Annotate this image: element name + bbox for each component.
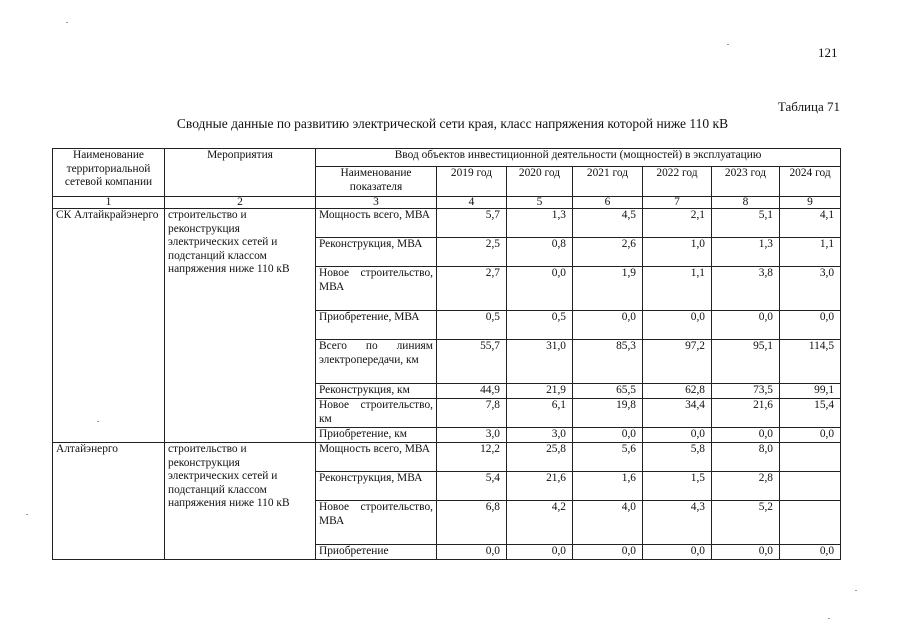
value-cell: 62,8 — [643, 384, 712, 399]
value-cell: 44,9 — [437, 384, 507, 399]
table-label: Таблица 71 — [777, 99, 840, 114]
value-cell: 2,1 — [643, 209, 712, 238]
value-cell: 0,0 — [712, 545, 780, 560]
value-cell: 1,3 — [507, 209, 573, 238]
summary-table — [52, 148, 841, 560]
value-cell: 0,0 — [437, 545, 507, 560]
value-cell: 0,0 — [507, 545, 573, 560]
value-cell: 2,8 — [712, 472, 780, 501]
value-cell: 4,3 — [643, 501, 712, 545]
value-cell: 65,5 — [573, 384, 643, 399]
scan-speck — [727, 44, 729, 45]
value-cell: 12,2 — [437, 443, 507, 472]
value-cell: 97,2 — [643, 340, 712, 384]
indicator-name: Приобретение, МВА — [316, 311, 437, 340]
indicator-name: Новое строительство, МВА — [316, 501, 437, 545]
value-cell: 3,8 — [712, 267, 780, 311]
value-cell: 19,8 — [573, 399, 643, 428]
header-year: 2024 год — [780, 167, 841, 197]
value-cell: 0,0 — [643, 311, 712, 340]
value-cell: 21,6 — [507, 472, 573, 501]
header-measures: Мероприятия — [165, 149, 316, 197]
indicator-name: Всего по линиям электропередачи, км — [316, 340, 437, 384]
column-number: 7 — [643, 197, 712, 209]
value-cell: 99,1 — [780, 384, 841, 399]
page-number: 121 — [818, 45, 838, 60]
column-number: 9 — [780, 197, 841, 209]
value-cell: 1,1 — [780, 238, 841, 267]
value-cell: 0,5 — [437, 311, 507, 340]
value-cell: 1,6 — [573, 472, 643, 501]
value-cell: 0,0 — [712, 311, 780, 340]
column-number: 8 — [712, 197, 780, 209]
value-cell: 1,9 — [573, 267, 643, 311]
value-cell: 3,0 — [507, 428, 573, 443]
company-name: СК Алтайкрайэнерго — [53, 209, 165, 443]
value-cell: 15,4 — [780, 399, 841, 428]
value-cell: 1,3 — [712, 238, 780, 267]
table-row — [53, 209, 841, 238]
column-number: 5 — [507, 197, 573, 209]
value-cell: 2,5 — [437, 238, 507, 267]
value-cell: 4,2 — [507, 501, 573, 545]
value-cell — [780, 501, 841, 545]
value-cell: 3,0 — [437, 428, 507, 443]
value-cell: 0,0 — [573, 545, 643, 560]
value-cell: 5,4 — [437, 472, 507, 501]
value-cell: 4,0 — [573, 501, 643, 545]
header-year: 2021 год — [573, 167, 643, 197]
column-number: 2 — [165, 197, 316, 209]
indicator-name: Приобретение — [316, 545, 437, 560]
value-cell: 7,8 — [437, 399, 507, 428]
column-number: 3 — [316, 197, 437, 209]
column-number: 6 — [573, 197, 643, 209]
indicator-name: Приобретение, км — [316, 428, 437, 443]
value-cell: 6,1 — [507, 399, 573, 428]
value-cell: 0,0 — [712, 428, 780, 443]
value-cell: 4,5 — [573, 209, 643, 238]
table-row — [53, 443, 841, 472]
indicator-name: Реконструкция, МВА — [316, 238, 437, 267]
value-cell: 0,0 — [507, 267, 573, 311]
value-cell: 0,8 — [507, 238, 573, 267]
value-cell: 73,5 — [712, 384, 780, 399]
value-cell: 31,0 — [507, 340, 573, 384]
header-year: 2019 год — [437, 167, 507, 197]
value-cell: 34,4 — [643, 399, 712, 428]
header-year: 2022 год — [643, 167, 712, 197]
scan-speck — [855, 590, 857, 591]
measure-description: строительство и реконструкция электрических сетей и подстанций классом напряжения ниже 110 кВ — [165, 209, 316, 443]
value-cell: 21,6 — [712, 399, 780, 428]
value-cell: 3,0 — [780, 267, 841, 311]
value-cell: 2,7 — [437, 267, 507, 311]
value-cell: 0,0 — [643, 428, 712, 443]
value-cell: 0,0 — [573, 311, 643, 340]
indicator-name: Мощность всего, МВА — [316, 209, 437, 238]
value-cell: 5,7 — [437, 209, 507, 238]
company-name: Алтайэнерго — [53, 443, 165, 560]
value-cell — [780, 472, 841, 501]
indicator-name: Реконструкция, МВА — [316, 472, 437, 501]
header-year: 2020 год — [507, 167, 573, 197]
value-cell: 21,9 — [507, 384, 573, 399]
value-cell: 6,8 — [437, 501, 507, 545]
scan-speck — [828, 618, 830, 619]
value-cell: 1,0 — [643, 238, 712, 267]
value-cell: 0,5 — [507, 311, 573, 340]
header-group: Ввод объектов инвестиционной деятельности (мощностей) в эксплуатацию — [316, 149, 841, 167]
value-cell: 2,6 — [573, 238, 643, 267]
value-cell: 5,8 — [643, 443, 712, 472]
header-year: 2023 год — [712, 167, 780, 197]
header-company: Наименование территориальной сетевой компании — [53, 149, 165, 197]
value-cell: 114,5 — [780, 340, 841, 384]
value-cell: 1,1 — [643, 267, 712, 311]
document-title: Сводные данные по развитию электрической сети края, класс напряжения которой ниже 110 кВ — [176, 116, 729, 131]
value-cell: 0,0 — [780, 545, 841, 560]
column-number: 1 — [53, 197, 165, 209]
scan-speck — [26, 514, 28, 515]
value-cell: 0,0 — [643, 545, 712, 560]
column-number: 4 — [437, 197, 507, 209]
value-cell: 5,6 — [573, 443, 643, 472]
value-cell: 95,1 — [712, 340, 780, 384]
value-cell: 0,0 — [780, 428, 841, 443]
indicator-name: Мощность всего, МВА — [316, 443, 437, 472]
value-cell: 5,2 — [712, 501, 780, 545]
value-cell: 55,7 — [437, 340, 507, 384]
header-indicator: Наименование показателя — [316, 167, 437, 197]
value-cell: 5,1 — [712, 209, 780, 238]
value-cell: 1,5 — [643, 472, 712, 501]
value-cell: 0,0 — [780, 311, 841, 340]
indicator-name: Новое строительство, МВА — [316, 267, 437, 311]
value-cell: 25,8 — [507, 443, 573, 472]
scan-speck — [66, 22, 68, 23]
value-cell — [780, 443, 841, 472]
indicator-name: Реконструкция, км — [316, 384, 437, 399]
value-cell: 8,0 — [712, 443, 780, 472]
value-cell: 0,0 — [573, 428, 643, 443]
scan-speck — [97, 421, 99, 422]
value-cell: 4,1 — [780, 209, 841, 238]
value-cell: 85,3 — [573, 340, 643, 384]
measure-description: строительство и реконструкция электрических сетей и подстанций классом напряжения ниже 110 кВ — [165, 443, 316, 560]
indicator-name: Новое строительство, км — [316, 399, 437, 428]
